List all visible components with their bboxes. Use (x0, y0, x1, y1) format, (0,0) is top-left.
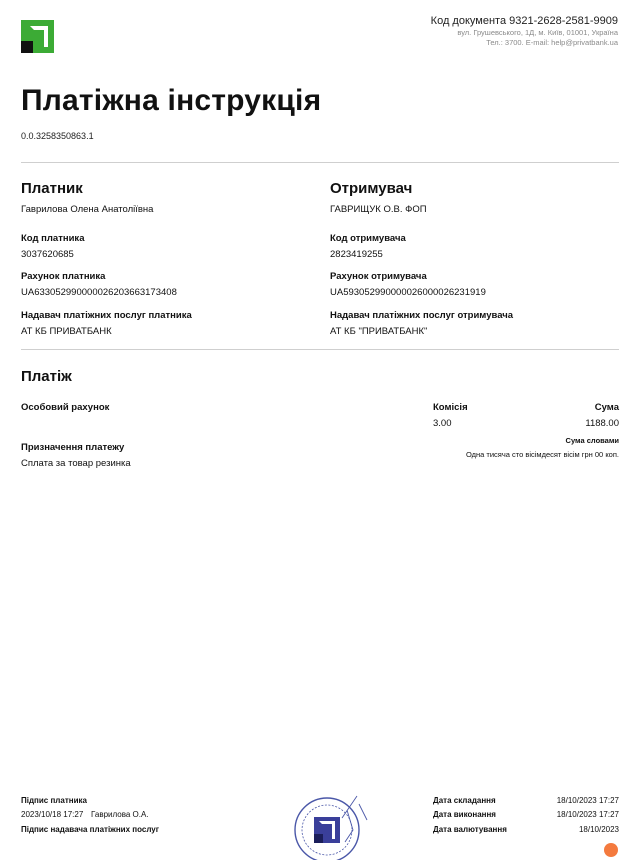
divider (21, 349, 619, 350)
privatbank-logo (21, 20, 54, 53)
amount-label: Сума (594, 402, 619, 413)
header-info (431, 15, 618, 48)
date-executed-label: Дата виконання (433, 810, 496, 819)
recipient-account-label: Рахунок отримувача (330, 271, 427, 282)
date-created-label: Дата складання (433, 796, 496, 805)
payer-code-label: Код платника (21, 233, 85, 244)
payer-name: Гаврилова Олена Анатоліївна (21, 204, 154, 215)
provider-signature-label: Підпис надавача платіжних послуг (21, 825, 160, 834)
payment-heading: Платіж (21, 368, 72, 385)
bank-stamp (287, 790, 377, 860)
document-number: 0.0.3258350863.1 (21, 131, 94, 141)
document-code: Код документа 9321-2628-2581-9909 (430, 15, 618, 27)
payer-provider: АТ КБ ПРИВАТБАНК (21, 326, 112, 337)
bank-contacts: Тел.: 3700. E-mail: help@privatbank.ua (486, 38, 618, 47)
payer-signature-name: Гаврилова О.А. (91, 810, 149, 819)
date-value-label: Дата валютування (433, 825, 507, 834)
commission-label: Комісія (433, 402, 468, 413)
amount-words-label: Сума словами (565, 436, 619, 445)
recipient-heading: Отримувач (330, 180, 413, 197)
purpose-label: Призначення платежу (21, 442, 125, 453)
divider (21, 162, 619, 163)
recipient-provider-label: Надавач платіжних послуг отримувача (330, 310, 514, 321)
purpose-value: Сплата за товар резинка (21, 458, 131, 469)
payer-account-label: Рахунок платника (21, 271, 106, 282)
recipient-account: UA593052990000026000026231919 (330, 287, 486, 298)
bank-address: вул. Грушевського, 1Д, м. Київ, 01001, Україна (457, 28, 618, 37)
payer-signature-date: 2023/10/18 17:27 (21, 810, 84, 819)
payer-signature-label: Підпис платника (21, 796, 87, 805)
date-created: 18/10/2023 17:27 (556, 796, 619, 805)
date-value: 18/10/2023 (578, 825, 619, 834)
payer-heading: Платник (21, 180, 83, 197)
recipient-code: 2823419255 (330, 249, 383, 260)
amount-value: 1188.00 (585, 418, 619, 429)
date-executed: 18/10/2023 17:27 (556, 810, 619, 819)
payer-provider-label: Надавач платіжних послуг платника (21, 310, 192, 321)
amount-words: Одна тисяча сто вісімдесят вісім грн 00 коп. (465, 450, 619, 459)
personal-account-label: Особовий рахунок (21, 402, 110, 413)
payer-code: 3037620685 (21, 249, 74, 260)
recipient-name: ГАВРИЩУК О.В. ФОП (330, 204, 427, 215)
page-title: Платіжна інструкція (21, 84, 322, 117)
payer-account: UA633052990000026203663173408 (21, 287, 177, 298)
commission-value: 3.00 (433, 418, 452, 429)
recipient-provider: АТ КБ "ПРИВАТБАНК" (330, 326, 428, 337)
recipient-code-label: Код отримувача (330, 233, 406, 244)
